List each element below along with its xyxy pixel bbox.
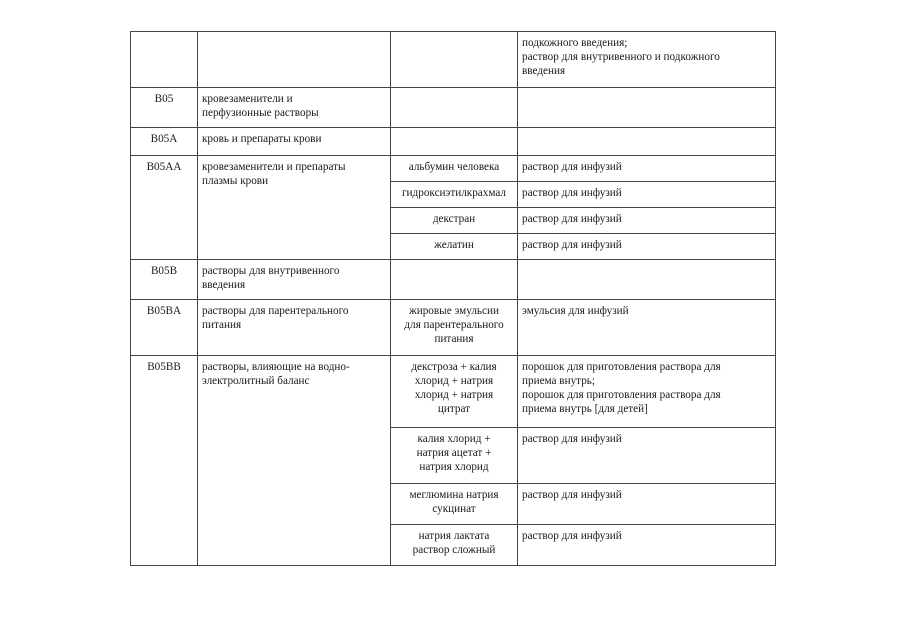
dosage-form-line: раствор для внутривенного и подкожного [522,51,720,63]
drug-name-line: натрия хлорид [419,461,489,473]
atc-code-cell: B05B [131,260,198,300]
group-name-cell [198,300,391,356]
group-name-line: перфузионные растворы [202,107,319,119]
group-name-line: кровь и препараты крови [202,133,322,145]
dosage-form-line: раствор для инфузий [522,161,622,173]
drug-name-line: раствор сложный [412,544,496,556]
drug-name-line: калия хлорид + [417,433,491,445]
dosage-form-line: введения [522,65,566,77]
drug-name-cell [391,525,518,566]
drug-name-line: цитрат [437,403,471,415]
drug-name-cell [391,356,518,428]
dosage-form-line: приема внутрь; [522,375,595,387]
dosage-form-cell [518,32,776,88]
drug-name-line: жировые эмульсии [409,305,499,317]
group-name-cell [198,260,391,300]
group-name-line: электролитный баланс [202,375,310,387]
group-name-line: растворы для парентерального [202,305,349,317]
dosage-form-line: эмульсия для инфузий [522,305,629,317]
dosage-form-cell [518,356,776,428]
drug-name-line: желатин [434,239,474,251]
drug-name-cell [391,234,518,260]
group-name-line: растворы, влияющие на водно- [202,361,350,373]
drug-name-line: декстран [432,213,476,225]
group-name-line: растворы для внутривенного [202,265,340,277]
dosage-form-line: приема внутрь [для детей] [522,403,648,415]
drug-name-cell [391,300,518,356]
table-row [131,300,776,356]
group-name-cell [198,128,391,156]
drug-name-line: для парентерального [404,319,504,331]
dosage-form-line: раствор для инфузий [522,213,622,225]
group-name-cell [198,356,391,566]
drug-name-cell [391,32,518,88]
drug-name-line: декстроза + калия [411,361,497,373]
drug-name-line: сукцинат [432,503,476,515]
drug-name-line: натрия ацетат + [416,447,492,459]
dosage-form-cell [518,182,776,208]
group-name-line: питания [202,319,242,331]
group-name-line: кровезаменители и препараты [202,161,346,173]
atc-code-cell [131,32,198,88]
group-name-cell [198,156,391,260]
classification-table [130,31,776,566]
dosage-form-cell [518,484,776,525]
dosage-form-line: раствор для инфузий [522,187,622,199]
drug-name-line: натрия лактата [418,530,490,542]
group-name-line: введения [202,279,246,291]
dosage-form-line: раствор для инфузий [522,239,622,251]
table-row [131,32,776,88]
dosage-form-cell [518,88,776,128]
drug-name-line: меглюмина натрия [409,489,499,501]
atc-code-cell: B05BA [131,300,198,356]
dosage-form-cell [518,525,776,566]
dosage-form-line: раствор для инфузий [522,530,622,542]
group-name-line: кровезаменители и [202,93,293,105]
drug-name-cell [391,128,518,156]
dosage-form-line: раствор для инфузий [522,433,622,445]
atc-code-cell: B05 [131,88,198,128]
table-row [131,260,776,300]
drug-name-cell [391,260,518,300]
dosage-form-cell [518,260,776,300]
atc-code-cell: B05A [131,128,198,156]
group-name-line: плазмы крови [202,175,269,187]
dosage-form-line: подкожного введения; [522,37,628,49]
dosage-form-line: порошок для приготовления раствора для [522,389,721,401]
drug-name-line: гидроксиэтилкрахмал [401,187,507,199]
drug-name-line: хлорид + натрия [414,389,494,401]
dosage-form-cell [518,234,776,260]
drug-name-cell [391,88,518,128]
dosage-form-cell [518,300,776,356]
dosage-form-cell [518,128,776,156]
dosage-form-cell [518,428,776,484]
dosage-form-cell [518,208,776,234]
drug-name-cell [391,208,518,234]
drug-name-line: питания [434,333,474,345]
dosage-form-line: раствор для инфузий [522,489,622,501]
drug-name-cell [391,182,518,208]
table-body [131,32,776,566]
drug-name-cell [391,156,518,182]
table-row [131,356,776,428]
drug-name-line: альбумин человека [408,161,500,173]
table-row [131,156,776,182]
table-row [131,88,776,128]
dosage-form-cell [518,156,776,182]
group-name-cell [198,32,391,88]
atc-code-cell: B05BB [131,356,198,566]
group-name-cell [198,88,391,128]
drug-name-cell [391,484,518,525]
drug-name-cell [391,428,518,484]
drug-name-line: хлорид + натрия [414,375,494,387]
dosage-form-line: порошок для приготовления раствора для [522,361,721,373]
atc-code-cell: B05AA [131,156,198,260]
table-row [131,128,776,156]
